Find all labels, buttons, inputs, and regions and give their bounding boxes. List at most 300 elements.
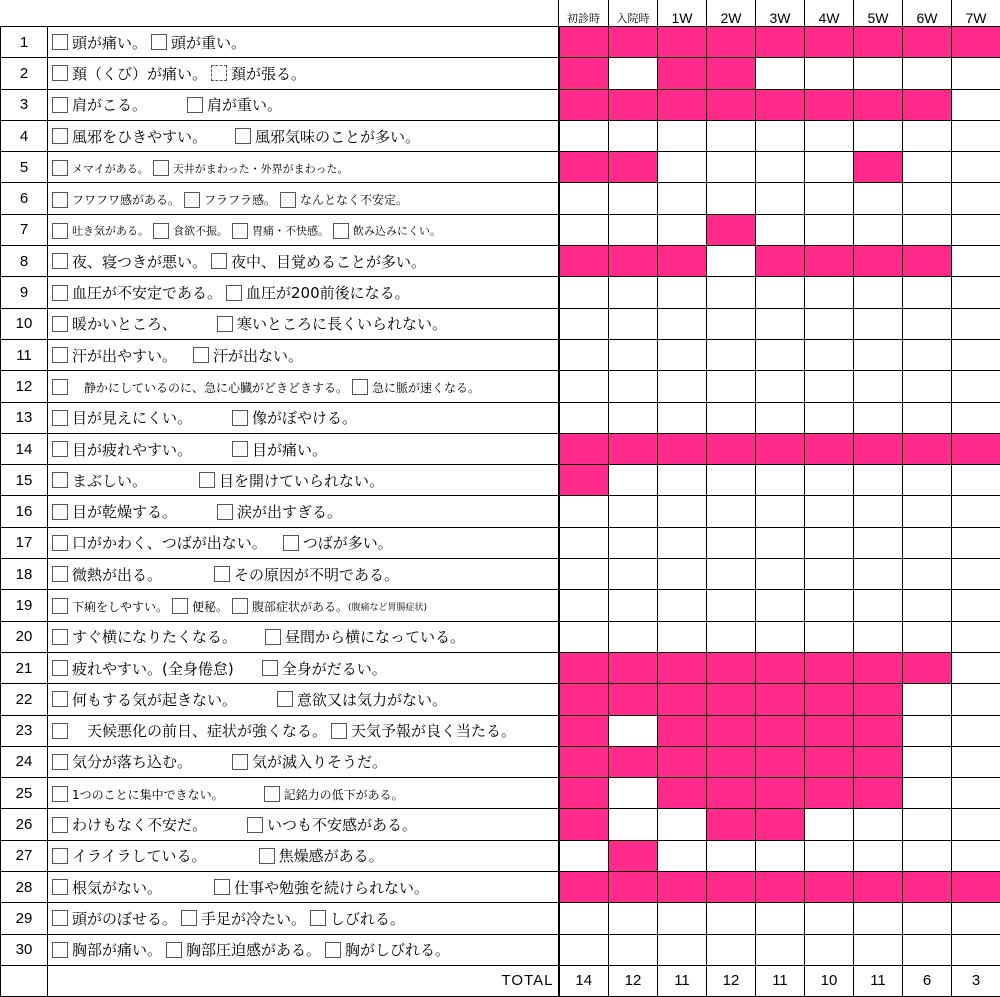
mark-cell[interactable]: [952, 746, 1000, 777]
mark-cell[interactable]: [952, 308, 1000, 339]
symptom-checkbox[interactable]: [52, 223, 68, 239]
mark-cell[interactable]: [559, 527, 609, 558]
mark-cell[interactable]: [609, 277, 658, 308]
mark-cell[interactable]: [805, 496, 854, 527]
mark-cell[interactable]: [854, 89, 903, 120]
mark-cell[interactable]: [805, 277, 854, 308]
mark-cell[interactable]: [756, 433, 805, 464]
mark-cell[interactable]: [805, 433, 854, 464]
mark-cell[interactable]: [559, 872, 609, 903]
mark-cell[interactable]: [854, 934, 903, 965]
mark-cell[interactable]: [559, 27, 609, 58]
mark-cell[interactable]: [559, 559, 609, 590]
mark-cell[interactable]: [903, 652, 952, 683]
symptom-checkbox[interactable]: [52, 472, 68, 488]
mark-cell[interactable]: [559, 339, 609, 370]
mark-cell[interactable]: [707, 371, 756, 402]
mark-cell[interactable]: [756, 27, 805, 58]
mark-cell[interactable]: [805, 58, 854, 89]
mark-cell[interactable]: [854, 684, 903, 715]
mark-cell[interactable]: [952, 778, 1000, 809]
symptom-checkbox[interactable]: [52, 535, 68, 551]
mark-cell[interactable]: [609, 778, 658, 809]
mark-cell[interactable]: [756, 527, 805, 558]
mark-cell[interactable]: [707, 277, 756, 308]
mark-cell[interactable]: [854, 652, 903, 683]
mark-cell[interactable]: [952, 152, 1000, 183]
mark-cell[interactable]: [707, 903, 756, 934]
mark-cell[interactable]: [805, 89, 854, 120]
mark-cell[interactable]: [903, 746, 952, 777]
symptom-checkbox[interactable]: [172, 598, 188, 614]
mark-cell[interactable]: [658, 590, 707, 621]
mark-cell[interactable]: [903, 840, 952, 871]
mark-cell[interactable]: [756, 934, 805, 965]
symptom-checkbox[interactable]: [226, 285, 242, 301]
symptom-checkbox[interactable]: [52, 723, 68, 739]
mark-cell[interactable]: [854, 527, 903, 558]
mark-cell[interactable]: [854, 746, 903, 777]
mark-cell[interactable]: [559, 433, 609, 464]
mark-cell[interactable]: [707, 715, 756, 746]
mark-cell[interactable]: [805, 214, 854, 245]
mark-cell[interactable]: [658, 152, 707, 183]
mark-cell[interactable]: [756, 308, 805, 339]
mark-cell[interactable]: [805, 402, 854, 433]
mark-cell[interactable]: [707, 809, 756, 840]
mark-cell[interactable]: [658, 308, 707, 339]
mark-cell[interactable]: [903, 465, 952, 496]
mark-cell[interactable]: [609, 809, 658, 840]
mark-cell[interactable]: [658, 371, 707, 402]
symptom-checkbox[interactable]: [214, 566, 230, 582]
mark-cell[interactable]: [609, 402, 658, 433]
mark-cell[interactable]: [805, 152, 854, 183]
mark-cell[interactable]: [952, 183, 1000, 214]
symptom-checkbox[interactable]: [310, 910, 326, 926]
mark-cell[interactable]: [707, 120, 756, 151]
mark-cell[interactable]: [658, 934, 707, 965]
symptom-checkbox[interactable]: [52, 848, 68, 864]
mark-cell[interactable]: [952, 872, 1000, 903]
mark-cell[interactable]: [658, 809, 707, 840]
mark-cell[interactable]: [903, 371, 952, 402]
symptom-checkbox[interactable]: [352, 379, 368, 395]
mark-cell[interactable]: [559, 402, 609, 433]
mark-cell[interactable]: [952, 371, 1000, 402]
mark-cell[interactable]: [854, 809, 903, 840]
mark-cell[interactable]: [756, 746, 805, 777]
mark-cell[interactable]: [805, 934, 854, 965]
mark-cell[interactable]: [854, 903, 903, 934]
mark-cell[interactable]: [805, 183, 854, 214]
mark-cell[interactable]: [756, 840, 805, 871]
mark-cell[interactable]: [559, 652, 609, 683]
mark-cell[interactable]: [903, 277, 952, 308]
symptom-checkbox[interactable]: [151, 34, 167, 50]
mark-cell[interactable]: [707, 778, 756, 809]
mark-cell[interactable]: [756, 120, 805, 151]
mark-cell[interactable]: [658, 89, 707, 120]
symptom-checkbox[interactable]: [280, 192, 296, 208]
mark-cell[interactable]: [903, 308, 952, 339]
mark-cell[interactable]: [609, 308, 658, 339]
mark-cell[interactable]: [609, 58, 658, 89]
mark-cell[interactable]: [609, 746, 658, 777]
mark-cell[interactable]: [658, 27, 707, 58]
mark-cell[interactable]: [854, 465, 903, 496]
mark-cell[interactable]: [952, 402, 1000, 433]
mark-cell[interactable]: [707, 621, 756, 652]
mark-cell[interactable]: [903, 778, 952, 809]
symptom-checkbox[interactable]: [52, 97, 68, 113]
mark-cell[interactable]: [609, 527, 658, 558]
mark-cell[interactable]: [707, 183, 756, 214]
mark-cell[interactable]: [952, 214, 1000, 245]
mark-cell[interactable]: [903, 621, 952, 652]
mark-cell[interactable]: [805, 903, 854, 934]
symptom-checkbox[interactable]: [187, 97, 203, 113]
mark-cell[interactable]: [756, 277, 805, 308]
mark-cell[interactable]: [952, 433, 1000, 464]
mark-cell[interactable]: [805, 527, 854, 558]
symptom-checkbox[interactable]: [325, 942, 341, 958]
mark-cell[interactable]: [707, 934, 756, 965]
mark-cell[interactable]: [609, 246, 658, 277]
mark-cell[interactable]: [854, 590, 903, 621]
symptom-checkbox[interactable]: [264, 786, 280, 802]
mark-cell[interactable]: [609, 903, 658, 934]
mark-cell[interactable]: [903, 559, 952, 590]
mark-cell[interactable]: [903, 684, 952, 715]
mark-cell[interactable]: [903, 496, 952, 527]
mark-cell[interactable]: [805, 590, 854, 621]
mark-cell[interactable]: [854, 840, 903, 871]
mark-cell[interactable]: [756, 778, 805, 809]
mark-cell[interactable]: [854, 183, 903, 214]
mark-cell[interactable]: [854, 120, 903, 151]
mark-cell[interactable]: [952, 715, 1000, 746]
mark-cell[interactable]: [658, 465, 707, 496]
mark-cell[interactable]: [805, 621, 854, 652]
mark-cell[interactable]: [658, 621, 707, 652]
mark-cell[interactable]: [609, 89, 658, 120]
mark-cell[interactable]: [559, 120, 609, 151]
mark-cell[interactable]: [609, 27, 658, 58]
symptom-checkbox[interactable]: [52, 316, 68, 332]
mark-cell[interactable]: [559, 371, 609, 402]
symptom-checkbox[interactable]: [193, 347, 209, 363]
mark-cell[interactable]: [658, 277, 707, 308]
mark-cell[interactable]: [658, 715, 707, 746]
mark-cell[interactable]: [854, 433, 903, 464]
symptom-checkbox[interactable]: [52, 910, 68, 926]
mark-cell[interactable]: [952, 339, 1000, 370]
mark-cell[interactable]: [756, 809, 805, 840]
mark-cell[interactable]: [658, 840, 707, 871]
mark-cell[interactable]: [559, 89, 609, 120]
mark-cell[interactable]: [952, 277, 1000, 308]
mark-cell[interactable]: [707, 684, 756, 715]
mark-cell[interactable]: [756, 246, 805, 277]
mark-cell[interactable]: [805, 559, 854, 590]
mark-cell[interactable]: [609, 183, 658, 214]
mark-cell[interactable]: [609, 840, 658, 871]
mark-cell[interactable]: [756, 684, 805, 715]
symptom-checkbox[interactable]: [235, 128, 251, 144]
symptom-checkbox[interactable]: [52, 786, 68, 802]
mark-cell[interactable]: [707, 527, 756, 558]
mark-cell[interactable]: [952, 246, 1000, 277]
mark-cell[interactable]: [707, 27, 756, 58]
symptom-checkbox[interactable]: [333, 223, 349, 239]
symptom-checkbox[interactable]: [52, 65, 68, 81]
mark-cell[interactable]: [756, 152, 805, 183]
mark-cell[interactable]: [559, 277, 609, 308]
mark-cell[interactable]: [707, 433, 756, 464]
mark-cell[interactable]: [707, 746, 756, 777]
symptom-checkbox[interactable]: [52, 629, 68, 645]
symptom-checkbox[interactable]: [52, 192, 68, 208]
mark-cell[interactable]: [903, 120, 952, 151]
mark-cell[interactable]: [756, 214, 805, 245]
mark-cell[interactable]: [854, 872, 903, 903]
symptom-checkbox[interactable]: [52, 754, 68, 770]
mark-cell[interactable]: [609, 872, 658, 903]
mark-cell[interactable]: [707, 590, 756, 621]
mark-cell[interactable]: [707, 652, 756, 683]
mark-cell[interactable]: [805, 465, 854, 496]
mark-cell[interactable]: [609, 120, 658, 151]
mark-cell[interactable]: [559, 934, 609, 965]
symptom-checkbox[interactable]: [52, 128, 68, 144]
mark-cell[interactable]: [559, 684, 609, 715]
mark-cell[interactable]: [609, 559, 658, 590]
mark-cell[interactable]: [854, 214, 903, 245]
mark-cell[interactable]: [805, 872, 854, 903]
mark-cell[interactable]: [609, 214, 658, 245]
mark-cell[interactable]: [707, 152, 756, 183]
mark-cell[interactable]: [903, 809, 952, 840]
mark-cell[interactable]: [707, 559, 756, 590]
mark-cell[interactable]: [854, 559, 903, 590]
mark-cell[interactable]: [609, 371, 658, 402]
mark-cell[interactable]: [707, 339, 756, 370]
symptom-checkbox[interactable]: [232, 410, 248, 426]
symptom-checkbox[interactable]: [52, 441, 68, 457]
mark-cell[interactable]: [952, 120, 1000, 151]
mark-cell[interactable]: [903, 89, 952, 120]
symptom-checkbox[interactable]: [166, 942, 182, 958]
mark-cell[interactable]: [854, 152, 903, 183]
mark-cell[interactable]: [805, 684, 854, 715]
mark-cell[interactable]: [756, 465, 805, 496]
mark-cell[interactable]: [707, 840, 756, 871]
mark-cell[interactable]: [658, 652, 707, 683]
mark-cell[interactable]: [903, 872, 952, 903]
mark-cell[interactable]: [609, 339, 658, 370]
symptom-checkbox[interactable]: [52, 942, 68, 958]
mark-cell[interactable]: [658, 872, 707, 903]
mark-cell[interactable]: [903, 183, 952, 214]
mark-cell[interactable]: [658, 339, 707, 370]
mark-cell[interactable]: [854, 277, 903, 308]
mark-cell[interactable]: [559, 183, 609, 214]
mark-cell[interactable]: [952, 903, 1000, 934]
symptom-checkbox[interactable]: [153, 160, 169, 176]
symptom-checkbox[interactable]: [214, 879, 230, 895]
symptom-checkbox[interactable]: [232, 223, 248, 239]
symptom-checkbox[interactable]: [331, 723, 347, 739]
mark-cell[interactable]: [952, 527, 1000, 558]
symptom-checkbox[interactable]: [52, 160, 68, 176]
mark-cell[interactable]: [658, 527, 707, 558]
mark-cell[interactable]: [952, 621, 1000, 652]
mark-cell[interactable]: [707, 402, 756, 433]
mark-cell[interactable]: [903, 433, 952, 464]
mark-cell[interactable]: [609, 934, 658, 965]
symptom-checkbox[interactable]: [277, 691, 293, 707]
symptom-checkbox[interactable]: [232, 598, 248, 614]
mark-cell[interactable]: [559, 58, 609, 89]
mark-cell[interactable]: [707, 58, 756, 89]
mark-cell[interactable]: [658, 746, 707, 777]
mark-cell[interactable]: [854, 339, 903, 370]
mark-cell[interactable]: [805, 809, 854, 840]
mark-cell[interactable]: [658, 214, 707, 245]
mark-cell[interactable]: [854, 58, 903, 89]
symptom-checkbox[interactable]: [52, 410, 68, 426]
mark-cell[interactable]: [756, 402, 805, 433]
mark-cell[interactable]: [658, 496, 707, 527]
mark-cell[interactable]: [952, 559, 1000, 590]
mark-cell[interactable]: [805, 308, 854, 339]
symptom-checkbox[interactable]: [52, 879, 68, 895]
mark-cell[interactable]: [952, 590, 1000, 621]
symptom-checkbox[interactable]: [184, 192, 200, 208]
mark-cell[interactable]: [658, 903, 707, 934]
mark-cell[interactable]: [609, 433, 658, 464]
symptom-checkbox[interactable]: [52, 504, 68, 520]
symptom-checkbox[interactable]: [52, 347, 68, 363]
mark-cell[interactable]: [903, 527, 952, 558]
mark-cell[interactable]: [854, 715, 903, 746]
mark-cell[interactable]: [952, 89, 1000, 120]
mark-cell[interactable]: [658, 58, 707, 89]
mark-cell[interactable]: [559, 465, 609, 496]
mark-cell[interactable]: [756, 183, 805, 214]
mark-cell[interactable]: [903, 934, 952, 965]
mark-cell[interactable]: [559, 590, 609, 621]
mark-cell[interactable]: [756, 371, 805, 402]
mark-cell[interactable]: [609, 590, 658, 621]
mark-cell[interactable]: [903, 246, 952, 277]
mark-cell[interactable]: [559, 246, 609, 277]
mark-cell[interactable]: [756, 89, 805, 120]
mark-cell[interactable]: [805, 339, 854, 370]
symptom-checkbox[interactable]: [232, 441, 248, 457]
symptom-checkbox[interactable]: [153, 223, 169, 239]
mark-cell[interactable]: [658, 402, 707, 433]
mark-cell[interactable]: [854, 371, 903, 402]
mark-cell[interactable]: [805, 746, 854, 777]
mark-cell[interactable]: [854, 778, 903, 809]
mark-cell[interactable]: [805, 778, 854, 809]
symptom-checkbox[interactable]: [265, 629, 281, 645]
symptom-checkbox[interactable]: [181, 910, 197, 926]
mark-cell[interactable]: [903, 339, 952, 370]
symptom-checkbox[interactable]: [217, 504, 233, 520]
symptom-checkbox[interactable]: [232, 754, 248, 770]
mark-cell[interactable]: [707, 872, 756, 903]
mark-cell[interactable]: [805, 27, 854, 58]
mark-cell[interactable]: [658, 559, 707, 590]
mark-cell[interactable]: [756, 496, 805, 527]
symptom-checkbox[interactable]: [52, 379, 68, 395]
symptom-checkbox[interactable]: [211, 253, 227, 269]
mark-cell[interactable]: [658, 684, 707, 715]
mark-cell[interactable]: [559, 715, 609, 746]
mark-cell[interactable]: [658, 120, 707, 151]
mark-cell[interactable]: [952, 496, 1000, 527]
symptom-checkbox[interactable]: [262, 660, 278, 676]
mark-cell[interactable]: [952, 652, 1000, 683]
mark-cell[interactable]: [854, 496, 903, 527]
mark-cell[interactable]: [559, 809, 609, 840]
mark-cell[interactable]: [903, 903, 952, 934]
mark-cell[interactable]: [559, 903, 609, 934]
mark-cell[interactable]: [854, 308, 903, 339]
mark-cell[interactable]: [609, 496, 658, 527]
mark-cell[interactable]: [559, 746, 609, 777]
mark-cell[interactable]: [559, 214, 609, 245]
mark-cell[interactable]: [609, 152, 658, 183]
mark-cell[interactable]: [756, 58, 805, 89]
symptom-checkbox[interactable]: [283, 535, 299, 551]
symptom-checkbox[interactable]: [247, 817, 263, 833]
mark-cell[interactable]: [559, 496, 609, 527]
mark-cell[interactable]: [707, 89, 756, 120]
mark-cell[interactable]: [707, 465, 756, 496]
mark-cell[interactable]: [805, 120, 854, 151]
mark-cell[interactable]: [952, 58, 1000, 89]
mark-cell[interactable]: [559, 152, 609, 183]
symptom-checkbox[interactable]: [217, 316, 233, 332]
symptom-checkbox[interactable]: [52, 253, 68, 269]
mark-cell[interactable]: [805, 246, 854, 277]
mark-cell[interactable]: [756, 339, 805, 370]
mark-cell[interactable]: [903, 152, 952, 183]
mark-cell[interactable]: [756, 590, 805, 621]
mark-cell[interactable]: [756, 621, 805, 652]
mark-cell[interactable]: [609, 465, 658, 496]
mark-cell[interactable]: [903, 58, 952, 89]
mark-cell[interactable]: [707, 308, 756, 339]
mark-cell[interactable]: [658, 778, 707, 809]
mark-cell[interactable]: [756, 903, 805, 934]
symptom-checkbox[interactable]: [52, 285, 68, 301]
symptom-checkbox[interactable]: [199, 472, 215, 488]
symptom-checkbox[interactable]: [211, 65, 227, 81]
mark-cell[interactable]: [756, 559, 805, 590]
mark-cell[interactable]: [559, 621, 609, 652]
mark-cell[interactable]: [756, 872, 805, 903]
mark-cell[interactable]: [756, 652, 805, 683]
mark-cell[interactable]: [952, 809, 1000, 840]
mark-cell[interactable]: [952, 684, 1000, 715]
mark-cell[interactable]: [756, 715, 805, 746]
mark-cell[interactable]: [903, 590, 952, 621]
